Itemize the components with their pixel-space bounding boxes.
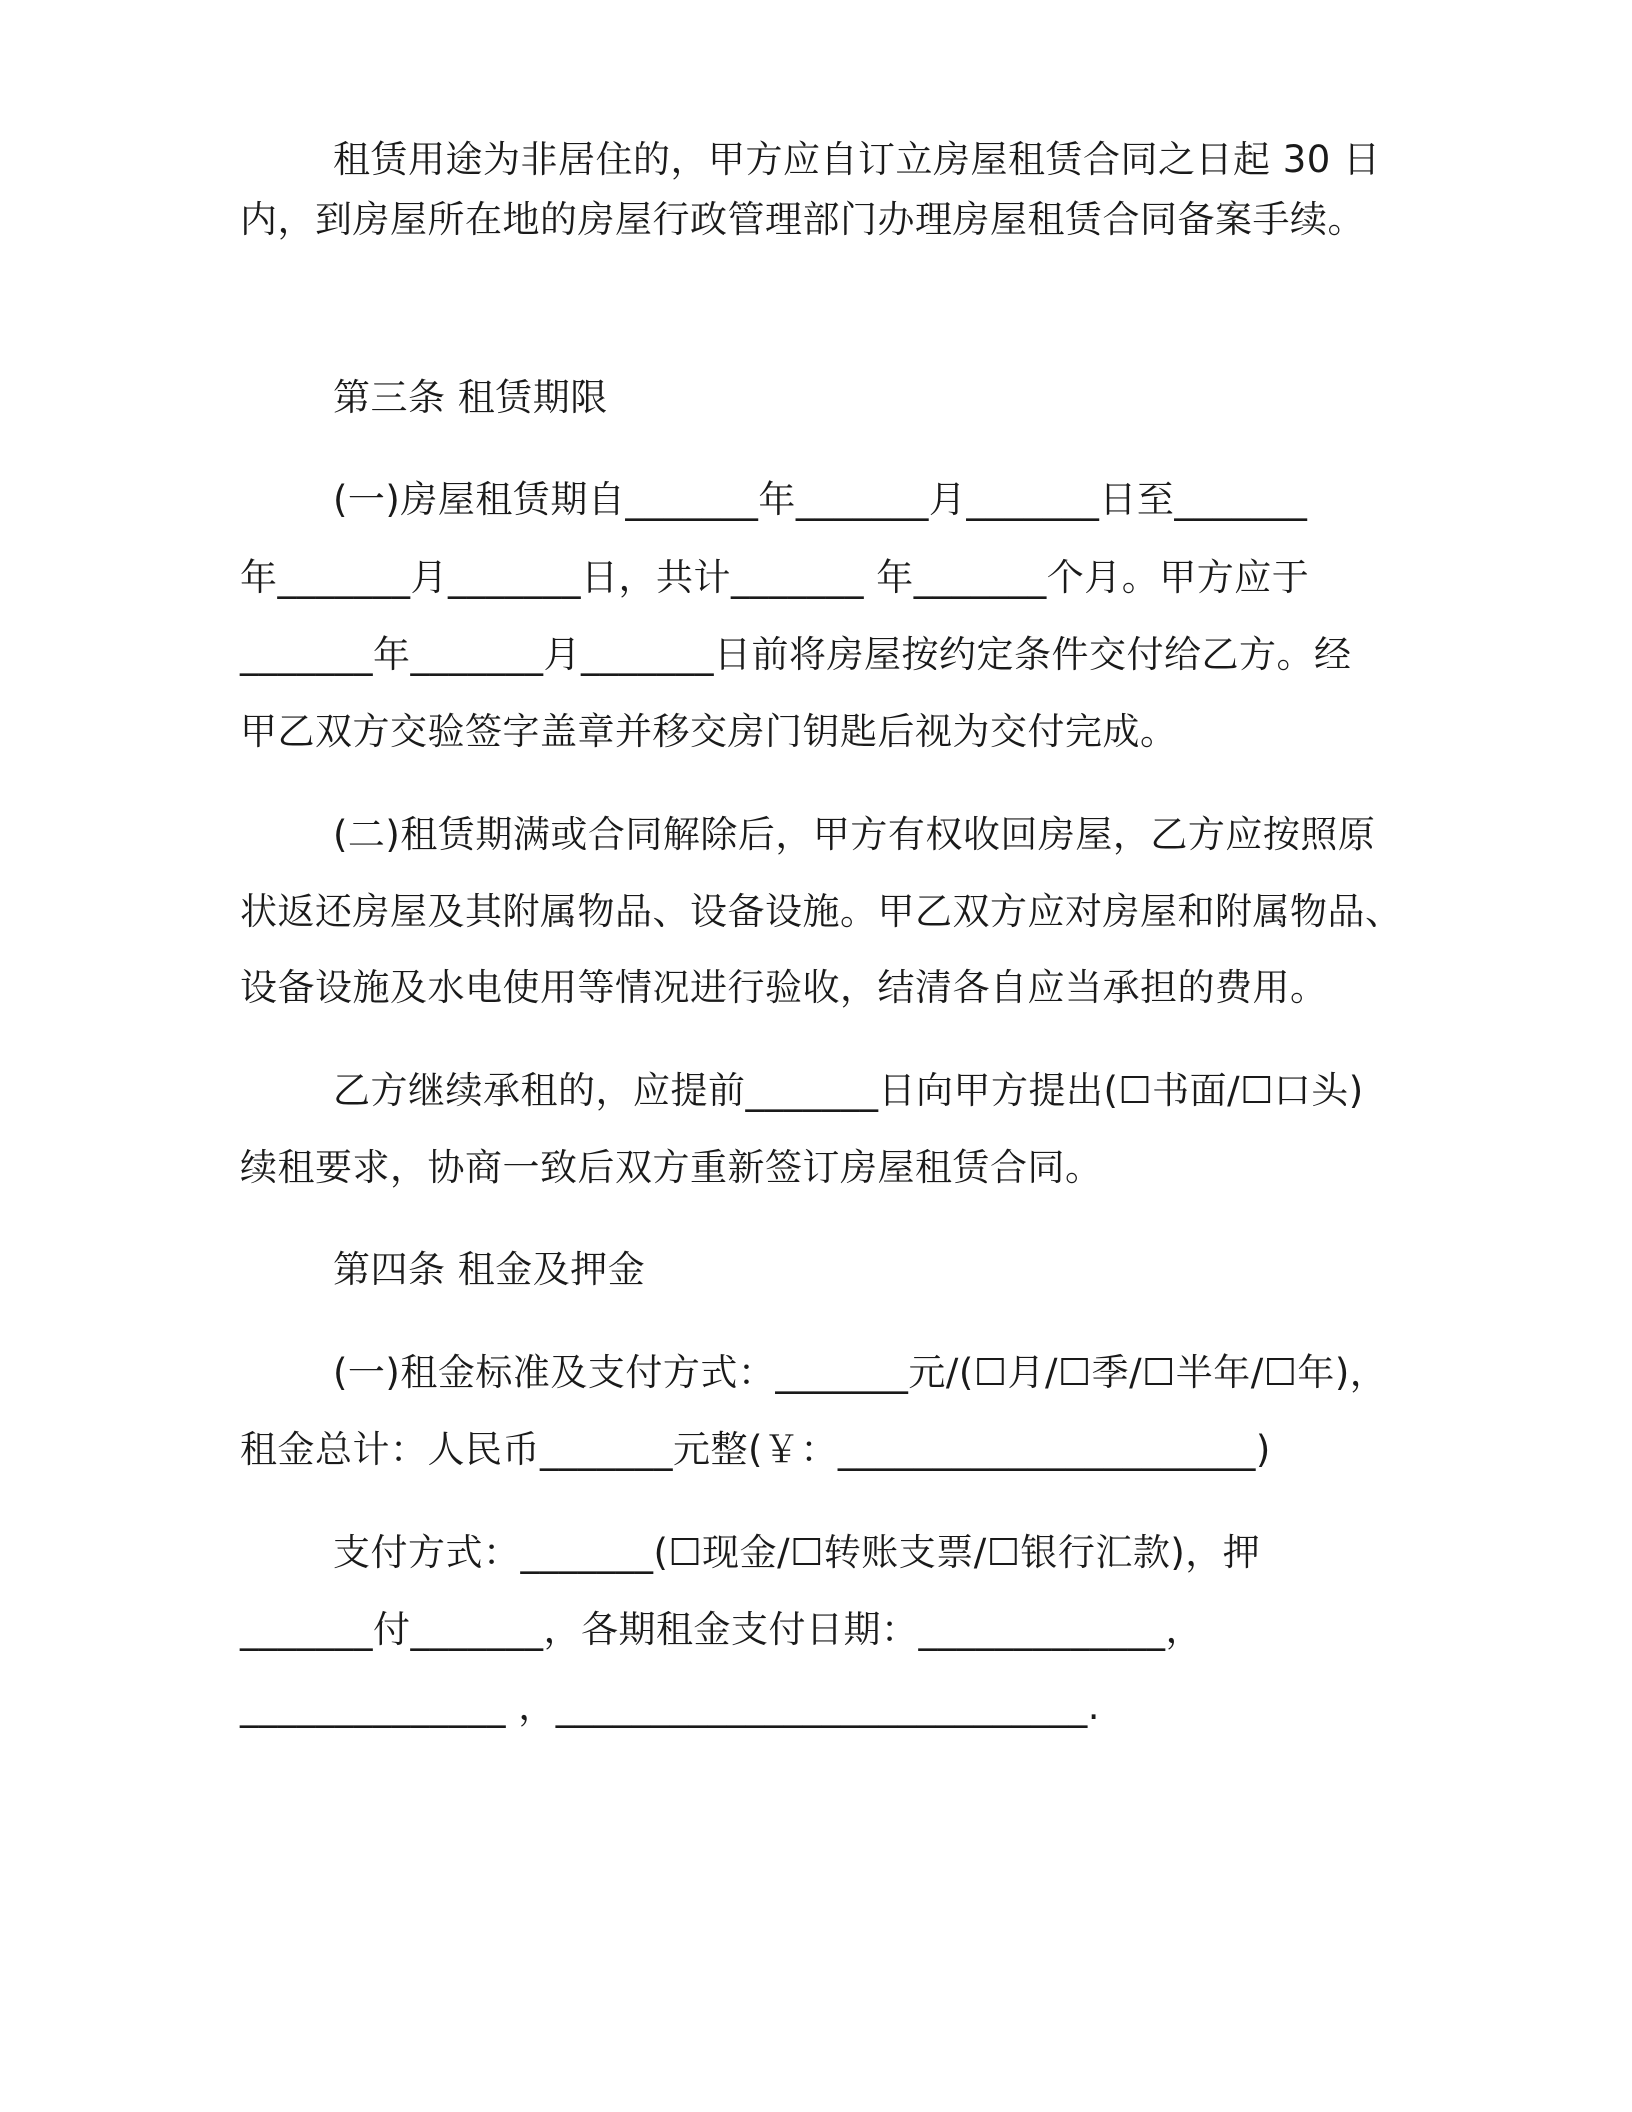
paragraph-line: (一)房屋租赁期自_______年_______月_______日至_______ <box>333 478 1308 521</box>
paragraph-line: _______年_______月_______日前将房屋按约定条件交付给乙方。经 <box>240 633 1352 676</box>
section-heading: 第三条 租赁期限 <box>333 376 608 419</box>
paragraph-line: 甲乙双方交验签字盖章并移交房门钥匙后视为交付完成。 <box>240 710 1178 753</box>
paragraph-line: 租金总计：人民币_______元整(￥：______________________) <box>240 1428 1271 1471</box>
paragraph-line: 年_______月_______日，共计_______ 年_______个月。甲方应于 <box>240 556 1310 599</box>
paragraph-line: (二)租赁期满或合同解除后，甲方有权收回房屋，乙方应按照原 <box>333 813 1376 856</box>
paragraph-line: 状返还房屋及其附属物品、设备设施。甲乙双方应对房屋和附属物品、 <box>240 890 1403 933</box>
section-heading: 第四条 租金及押金 <box>333 1248 646 1291</box>
paragraph-line: 租赁用途为非居住的，甲方应自订立房屋租赁合同之日起 30 日 <box>333 138 1381 181</box>
paragraph-line: ______________ ，____________________________. <box>240 1685 1101 1728</box>
paragraph-line: _______付_______，各期租金支付日期：_____________， <box>240 1608 1203 1651</box>
paragraph-line: 设备设施及水电使用等情况进行验收，结清各自应当承担的费用。 <box>240 966 1328 1009</box>
paragraph-line: 内，到房屋所在地的房屋行政管理部门办理房屋租赁合同备案手续。 <box>240 198 1365 241</box>
paragraph-line: 支付方式：_______(☐现金/☐转账支票/☐银行汇款)，押 <box>333 1531 1261 1574</box>
paragraph-line: 乙方继续承租的，应提前_______日向甲方提出(☐书面/☐口头) <box>333 1069 1364 1112</box>
paragraph-line: 续租要求，协商一致后双方重新签订房屋租赁合同。 <box>240 1146 1103 1189</box>
paragraph-line: (一)租金标准及支付方式：_______元/(☐月/☐季/☐半年/☐年)， <box>333 1351 1388 1394</box>
